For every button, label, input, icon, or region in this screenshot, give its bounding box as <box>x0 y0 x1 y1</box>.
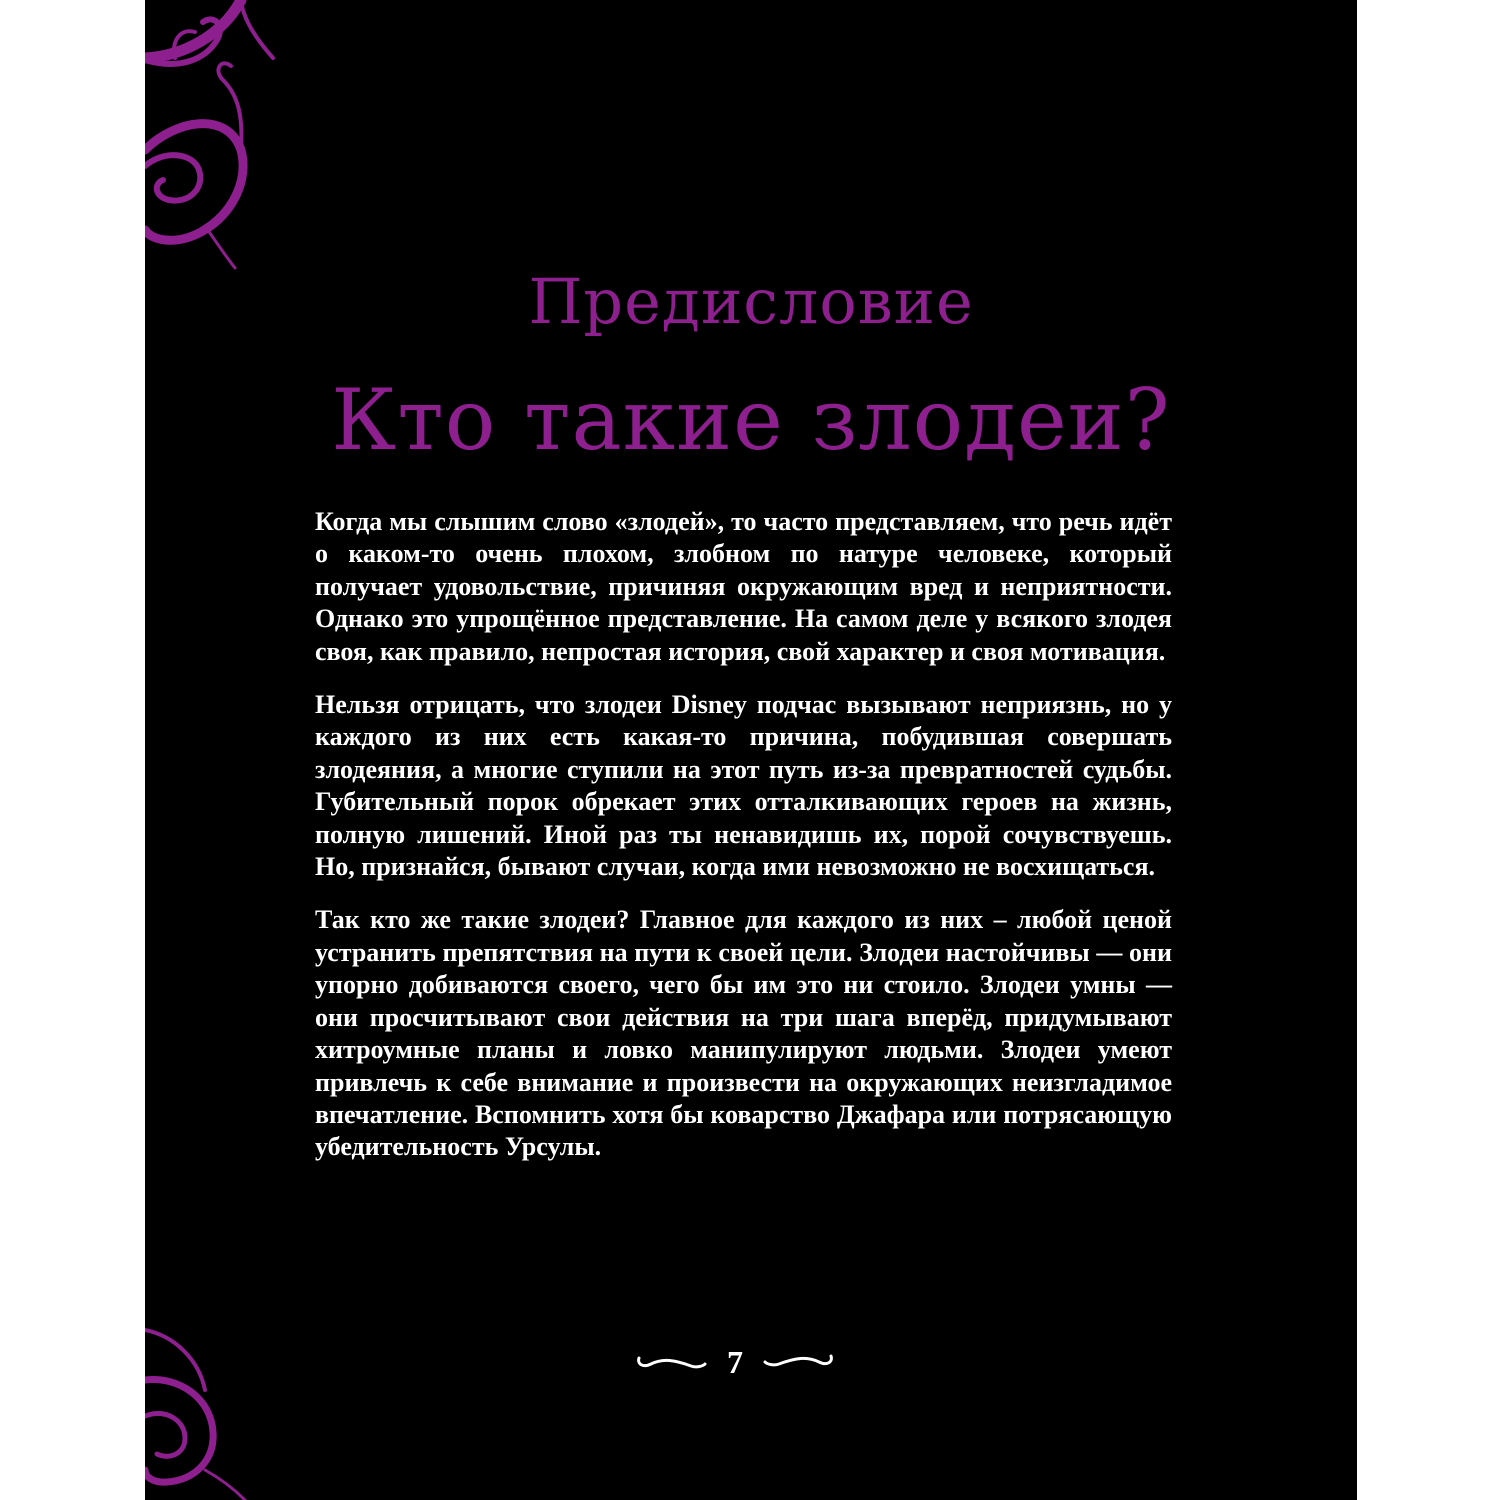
page-footer <box>635 1340 835 1384</box>
paragraph: Когда мы слышим слово «злодей», то часто представляем, что речь идёт о каком-то очень плохом, злобном по натуре человеке, который получает удовольствие, причиняя окружающим вред и неприятности. Однако это упрощённое представление. На самом деле у всякого злодея своя, как правило, непростая история, свой характер и своя мотивация. <box>315 507 1172 666</box>
body-text <box>315 506 1172 1185</box>
page-number: 7 <box>727 1344 743 1380</box>
right-swash-icon <box>763 1350 835 1370</box>
book-page <box>145 0 1357 1500</box>
page-title: Кто такие злодеи? <box>331 371 1171 469</box>
left-swash-icon <box>635 1352 707 1372</box>
flourish-ornament-bottom <box>145 1320 255 1500</box>
paragraph: Так кто же такие злодеи? Главное для каждого из них – любой ценой устранить препятствия на пути к своей цели. Злодеи настойчивы — они упорно добиваются своего, чего бы им это ни стоило. Злодеи умны — они просчитывают свои действия на три шага вперёд, придумывают хитроумные планы и ловко манипулируют людьми. Злодеи умеют привлечь к себе внимание и произвести на окружающих неизгладимое впечатление. Вспомнить хотя бы коварство Джафара или потрясающую убедительность Урсулы. <box>315 905 1172 1162</box>
paragraph: Нельзя отрицать, что злодеи Disney подчас вызывают неприязнь, но у каждого из них есть какая-то причина, побудившая совершать злодеяния, а многие ступили на этот путь из-за превратностей судьбы. Губительный порок обрекает этих отталкивающих героев на жизнь, полную лишений. Иной раз ты ненавидишь их, порой сочувствуешь. Но, признайся, бывают случаи, когда ими невозможно не восхищаться. <box>315 690 1172 882</box>
flourish-ornament-top <box>145 0 285 270</box>
section-subtitle: Предисловие <box>528 265 974 338</box>
